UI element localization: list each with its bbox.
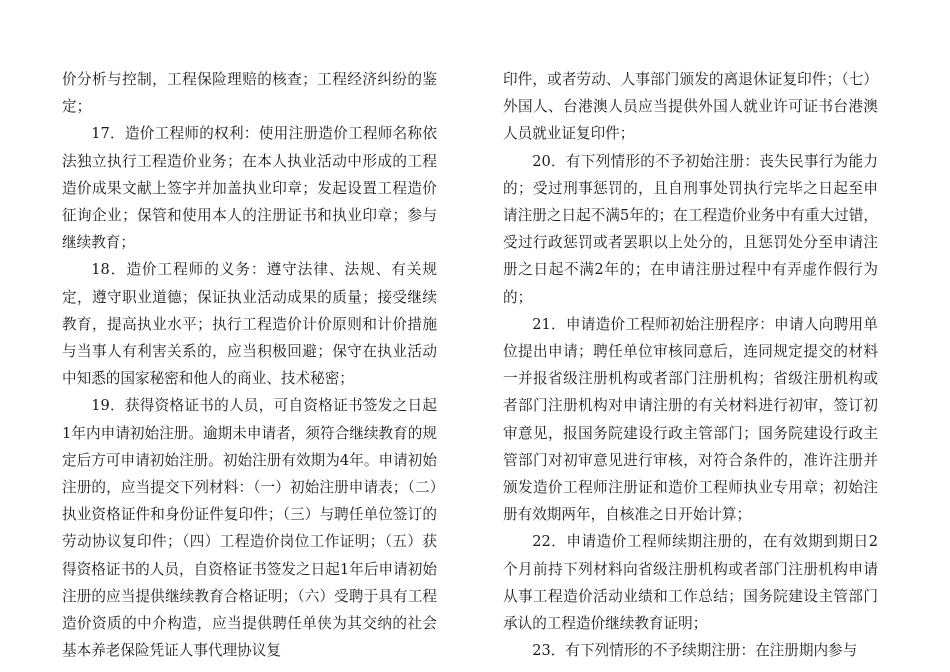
left-column [62,66,437,664]
right-column [503,66,878,664]
paragraph-20-registration-refusal: 20．有下列情形的不予初始注册：丧失民事行为能力的；受过刑事惩罚的，且自刑事处罚执行完毕之日起至申请注册之日起不满5年的；在工程造价业务中有重大过错，受过行政惩罚或者罢职以上处分的，且惩罚处分至申请注册之日起不满2年的；在申请注册过程中有弄虚作假行为的； [503,152,878,306]
paragraph-continuation: 价分析与控制，工程保险理赔的核查；工程经济纠纷的鉴定； [62,71,437,116]
paragraph-22-renewal-registration: 22．申请造价工程师续期注册的，在有效期到期日2个月前持下列材料向省级注册机构或者部门注册机构申请从事工程造价活动业绩和工作总结；国务院建设主管部门承认的工程造价继续教育证明； [503,533,878,633]
paragraph-19-initial-registration: 19．获得资格证书的人员，可自资格证书签发之日起1年内申请初始注册。逾期未申请者，须符合继续教育的规定后方可申请初始注册。初始注册有效期为4年。申请初始注册的，应当提交下列材料：（一）初始注册申请表；（二）执业资格证件和身份证件复印件；（三）与聘任单位签订的劳动协议复印件；（四）工程造价岗位工作证明；（五）获得资格证书的人员，自资格证书签发之日起1年后申请初始注册的应当提供继续教育合格证明；（六）受聘于具有工程造价资质的中介构造，应当提供聘任单侠为其交纳的社会基本养老保险凭证人事代理协议复 [62,397,437,660]
paragraph-23-renewal-refusal: 23．有下列情形的不予续期注册：在注册期内参与 [532,642,858,660]
paragraph-21-registration-procedure: 21．申请造价工程师初始注册程序：申请人向聘用单位提出申请；聘任单位审核同意后，连同规定提交的材料一并报省级注册机构或者部门注册机构；省级注册机构或者部门注册机构对申请注册的有关材料进行初审，签订初审意见，报国务院建设行政主管部门；国务院建设行政主管部门对初审意见进行审核，对符合条件的，准许注册并颁发造价工程师注册证和造价工程师执业专用章；初始注册有效期两年，自核准之日开始计算； [503,315,878,524]
paragraph-18-engineer-duties: 18．造价工程师的义务：遵守法律、法规、有关规定，遵守职业道德；保证执业活动成果的质量；接受继续教育，提高执业水平；执行工程造价计价原则和计价措施与当事人有利害关系的，应当积极回避；保守在执业活动中知悉的国家秘密和他人的商业、技术秘密； [62,261,437,388]
paragraph-17-engineer-rights: 17．造价工程师的权利：使用注册造价工程师名称依法独立执行工程造价业务；在本人执业活动中形成的工程造价成果文献上签字并加盖执业印章；发起设置工程造价征询企业；保管和使用本人的注册证书和执业印章；参与继续教育； [62,125,437,252]
paragraph-continuation: 印件，或者劳动、人事部门颁发的离退休证复印件；（七）外国人、台港澳人员应当提供外国人就业许可证书台港澳人员就业证复印件； [503,71,878,143]
